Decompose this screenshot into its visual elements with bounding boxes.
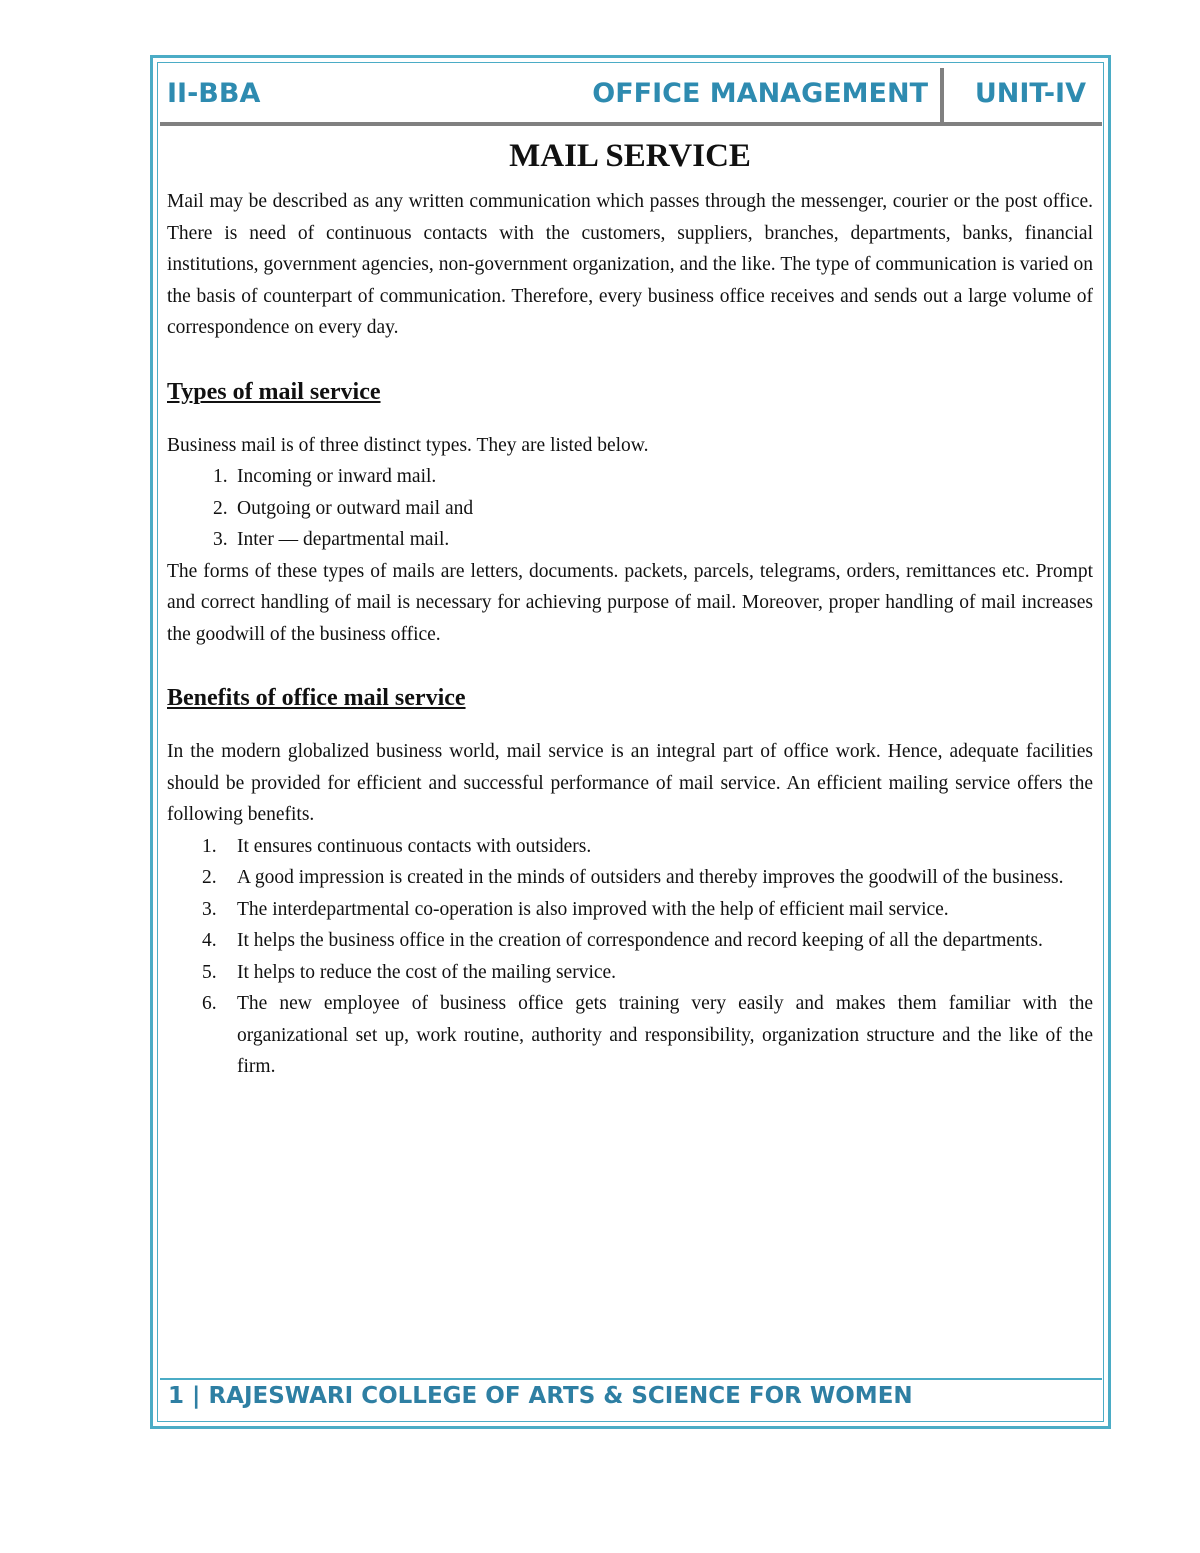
page-number: 1 bbox=[168, 1383, 185, 1409]
intro-paragraph: Mail may be described as any written communication which passes through the messenger, courier or the post office. There is need of continuous contacts with the customers, suppliers, branches, departments, banks, financial institutions, government agencies, non-government organization, and the like. The type of communication is varied on the basis of counterpart of communication. Therefore, every business office receives and sends out a large volume of correspondence on every day. bbox=[167, 191, 1093, 338]
header-divider bbox=[940, 68, 944, 126]
list-number: 2. bbox=[202, 867, 217, 888]
header-subject: OFFICE MANAGEMENT bbox=[592, 78, 928, 109]
header-rule bbox=[160, 122, 1102, 126]
list-item bbox=[167, 862, 1093, 894]
list-text: Inter — departmental mail. bbox=[237, 529, 450, 550]
list-number: 4. bbox=[202, 930, 217, 951]
list-item bbox=[167, 925, 1093, 957]
footer-college: RAJESWARI COLLEGE OF ARTS & SCIENCE FOR WOMEN bbox=[208, 1383, 913, 1409]
list-number: 1. bbox=[213, 466, 228, 487]
types-list bbox=[167, 461, 1093, 556]
list-text: It ensures continuous contacts with outsiders. bbox=[237, 835, 592, 857]
list-text: Outgoing or outward mail and bbox=[237, 497, 474, 519]
list-number: 3. bbox=[213, 529, 228, 550]
list-item bbox=[167, 957, 1093, 989]
list-text: The new employee of business office gets training very easily and makes them familiar with the organizational set up, work routine, authority and responsibility, organization structure and the like of the firm. bbox=[237, 993, 1093, 1077]
page-content bbox=[167, 132, 1093, 1083]
benefits-list bbox=[167, 831, 1093, 1083]
types-closing: The forms of these types of mails are letters, documents. packets, parcels, telegrams, orders, remittances etc. Prompt and correct handling of mail is necessary for achieving purpose of mail. Moreover, proper handling of mail increases the goodwill of the business office. bbox=[167, 560, 1093, 645]
page-title: MAIL SERVICE bbox=[509, 138, 751, 174]
list-item bbox=[167, 493, 1093, 525]
list-item bbox=[167, 894, 1093, 926]
list-number: 5. bbox=[202, 961, 217, 983]
list-text: It helps the business office in the creation of correspondence and record keeping of all the departments. bbox=[237, 930, 1043, 951]
types-heading: Types of mail service bbox=[167, 378, 381, 405]
list-text: The interdepartmental co-operation is also improved with the help of efficient mail service. bbox=[237, 898, 949, 920]
list-text: A good impression is created in the minds of outsiders and thereby improves the goodwill of the business. bbox=[237, 867, 1064, 888]
list-item bbox=[167, 988, 1093, 1083]
footer-rule bbox=[160, 1378, 1102, 1380]
header-course: II-BBA bbox=[167, 78, 261, 109]
list-number: 1. bbox=[202, 835, 217, 857]
list-number: 6. bbox=[202, 993, 217, 1014]
benefits-lead: In the modern globalized business world, mail service is an integral part of office work. Hence, adequate facilities should be provided for efficient and successful performance of mail service. An efficient mailing service offers the following benefits. bbox=[167, 741, 1093, 825]
benefits-heading: Benefits of office mail service bbox=[167, 685, 466, 711]
list-item bbox=[167, 461, 1093, 493]
list-number: 3. bbox=[202, 898, 217, 920]
list-item bbox=[167, 831, 1093, 863]
list-number: 2. bbox=[213, 497, 228, 519]
types-lead: Business mail is of three distinct types. They are listed below. bbox=[167, 434, 649, 456]
header-unit: UNIT-IV bbox=[974, 78, 1086, 109]
footer-separator: | bbox=[192, 1383, 201, 1409]
list-text: Incoming or inward mail. bbox=[237, 466, 437, 487]
page-footer bbox=[168, 1383, 913, 1409]
page-header bbox=[160, 68, 1100, 122]
list-item bbox=[167, 524, 1093, 556]
list-text: It helps to reduce the cost of the mailing service. bbox=[237, 961, 617, 983]
